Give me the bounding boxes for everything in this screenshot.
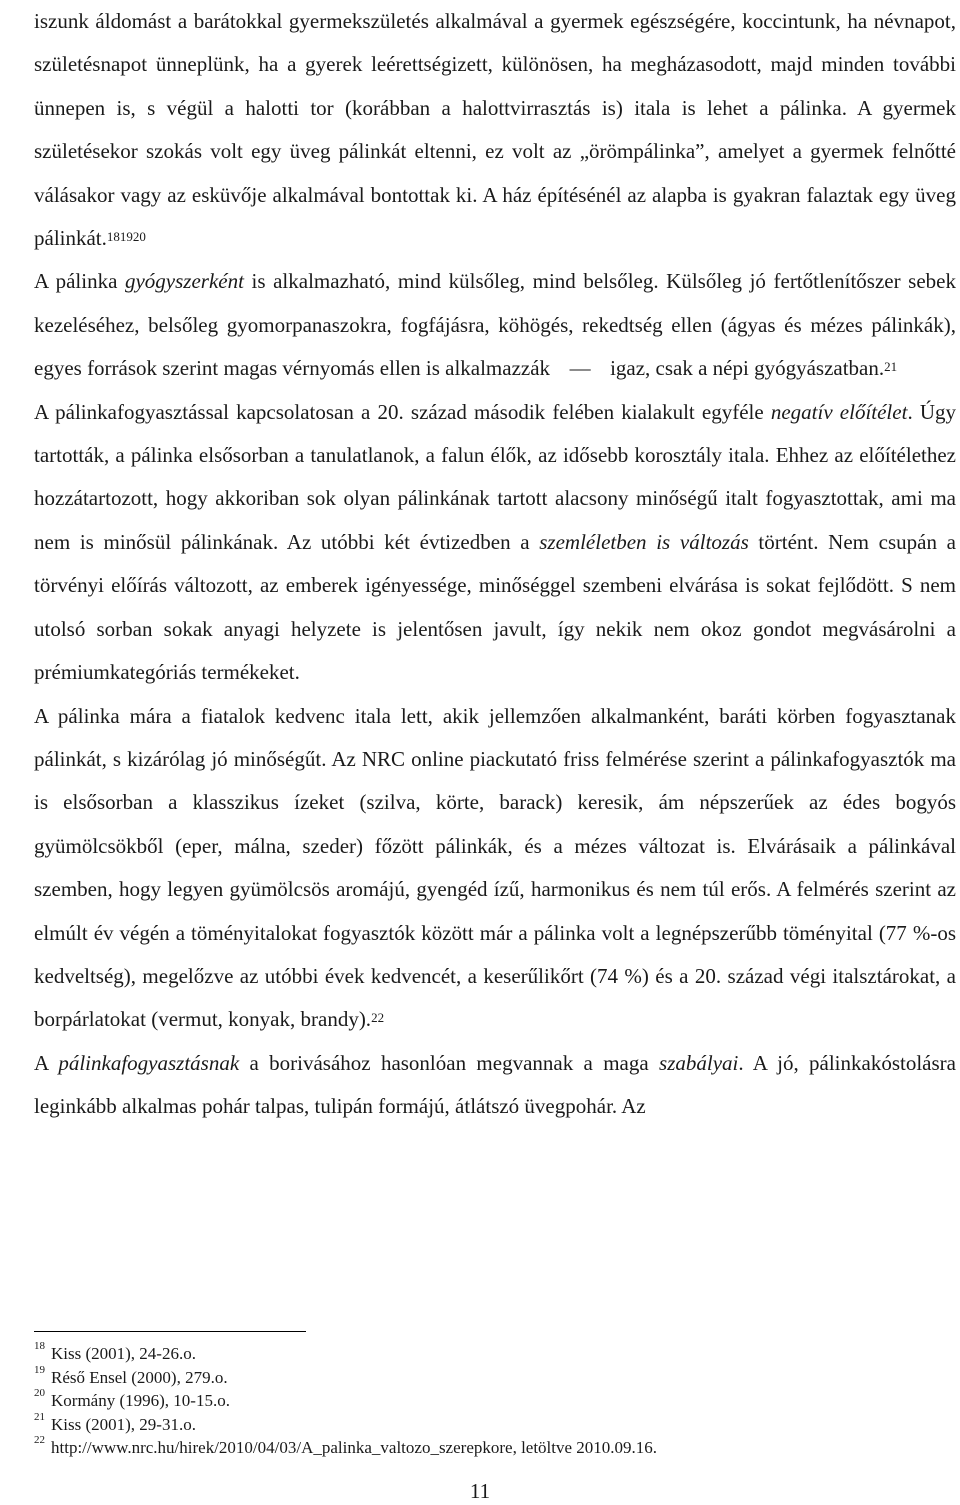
italic-emphasis: pálinkafogyasztásnak bbox=[58, 1050, 240, 1075]
text-run: a borivásához hasonlóan megvannak a maga bbox=[239, 1050, 660, 1075]
footnote-21 bbox=[34, 1410, 934, 1437]
paragraph bbox=[34, 260, 956, 390]
footnote-text: Réső Ensel (2000), 279.o. bbox=[51, 1367, 228, 1387]
text-run: igaz, csak a népi gyógyászatban. bbox=[610, 356, 885, 381]
footnote-number: 21 bbox=[34, 1410, 45, 1423]
text-run: A pálinka mára a fiatalok kedvenc itala lett, akik jellemzően alkalmanként, baráti körben fogyasztanak pálinkát, s kizárólag jó minőségűt. Az NRC online piackutató friss felmérése szerint a pálinkafogyasztók ma is elsősorban a klasszikus ízeket (szilva, körte, barack) keresik, ám népszerűek az édes bogyós gyümölcsökből (eper, málna, szeder) főzött pálinkák, és a mézes változat is. Elvárásaik a pálinkával szemben, hogy legyen gyümölcsös aromájú, gyengéd ízű, harmonikus és nem túl erős. A felmérés szerint az elmúlt év végén a töményitalokat fogyasztók között már a pálinka volt a legnépszerűbb töményital (77 %-os kedveltség), megelőzve az utóbbi évek kedvencét, a keserűlikőrt (74 %) és a 20. század végi italsztárokat, a borpárlatokat (vermut, konyak, brandy). bbox=[34, 703, 956, 1032]
paragraph bbox=[34, 695, 956, 1042]
footnote-18 bbox=[34, 1342, 934, 1366]
page-number: 11 bbox=[469, 1479, 491, 1503]
footnote-separator bbox=[34, 1331, 306, 1332]
italic-emphasis: szabályai bbox=[659, 1050, 739, 1075]
footnote-text: Kiss (2001), 24-26.o. bbox=[51, 1344, 196, 1363]
footnote-text: http://www.nrc.hu/hirek/2010/04/03/A_palinka_valtozo_szerepkore, letöltve 2010.09.16. bbox=[51, 1438, 658, 1457]
footnotes bbox=[34, 1342, 934, 1460]
italic-emphasis: negatív előítélet bbox=[770, 399, 908, 424]
footnote-text: Kiss (2001), 29-31.o. bbox=[51, 1414, 196, 1434]
paragraph bbox=[34, 0, 956, 260]
body-text bbox=[34, 0, 956, 1129]
text-run: . A jó, pálinkakóstolásra leginkább alkalmas pohár talpas, tulipán formájú, átlátszó üvegpohár. Az bbox=[34, 1050, 956, 1119]
em-dash: ― bbox=[569, 356, 591, 381]
footnote-reference: 22 bbox=[371, 1010, 385, 1026]
footnote-20 bbox=[34, 1389, 934, 1413]
paragraph bbox=[34, 1042, 956, 1129]
footnote-number: 20 bbox=[34, 1387, 45, 1400]
footnote-number: 19 bbox=[34, 1363, 45, 1376]
footnote-reference: 181920 bbox=[106, 229, 146, 245]
text-run: A bbox=[34, 1050, 59, 1075]
footnote-reference: 21 bbox=[884, 359, 898, 375]
text-run: A pálinka bbox=[34, 269, 125, 294]
italic-emphasis: gyógyszerként bbox=[124, 269, 244, 294]
footnote-19 bbox=[34, 1363, 934, 1390]
text-run: történt. Nem csupán a törvényi előírás változott, az emberek igényessége, minőséggel szembeni elvárása is sokat fejlődött. S nem utolsó sorban sokak anyagi helyzete is jelentősen javult, így nekik nem okoz gondot megvásárolni a prémiumkategóriás termékeket. bbox=[34, 529, 956, 685]
text-run: iszunk áldomást a barátokkal gyermekszületés alkalmával a gyermek egészségére, koccintunk, ha névnapot, születésnapot ünneplünk, ha a gyerek leérettségizett, különösen, ha megházasodott, majd minden további ünnepen is, s végül a halotti tor (korábban a halottvirrasztás is) itala is lehet a pálinka. A gyermek születésekor szokás volt egy üveg pálinkát eltenni, ez volt az „örömpálinka”, amelyet a gyermek felnőtté válásakor vagy az esküvője alkalmával bontottak ki. A ház építésénél az alapba is gyakran falaztak egy üveg pálinkát. bbox=[34, 9, 956, 251]
italic-emphasis: szemléletben is változás bbox=[539, 529, 749, 554]
footnote-number: 18 bbox=[34, 1340, 45, 1353]
text-run: is alkalmazható, mind külsőleg, mind belsőleg. Külsőleg jó fertőtlenítőszer sebek kezeléséhez, belsőleg gyomorpanaszokra, fogfájásra, köhögés, rekedtség ellen (ágyas és mézes pálinkák), egyes források szerint magas vérnyomás ellen is alkalmazzák bbox=[34, 269, 956, 381]
text-run: A pálinkafogyasztással kapcsolatosan a 20. század második felében kialakult egyféle bbox=[34, 399, 771, 424]
footnote-22 bbox=[34, 1436, 934, 1460]
footnote-number: 22 bbox=[34, 1434, 45, 1447]
footnote-text: Kormány (1996), 10-15.o. bbox=[51, 1391, 230, 1410]
paragraph bbox=[34, 391, 956, 695]
text-run: . Úgy tartották, a pálinka elsősorban a tanulatlanok, a falun élők, az idősebb korosztály itala. Ehhez az előítélethez hozzátartozott, hogy akkoriban sok olyan pálinkának tartott alacsony minőségű italt fogyasztottak, ami ma nem is minősül pálinkának. Az utóbbi két évtizedben a bbox=[34, 399, 957, 554]
